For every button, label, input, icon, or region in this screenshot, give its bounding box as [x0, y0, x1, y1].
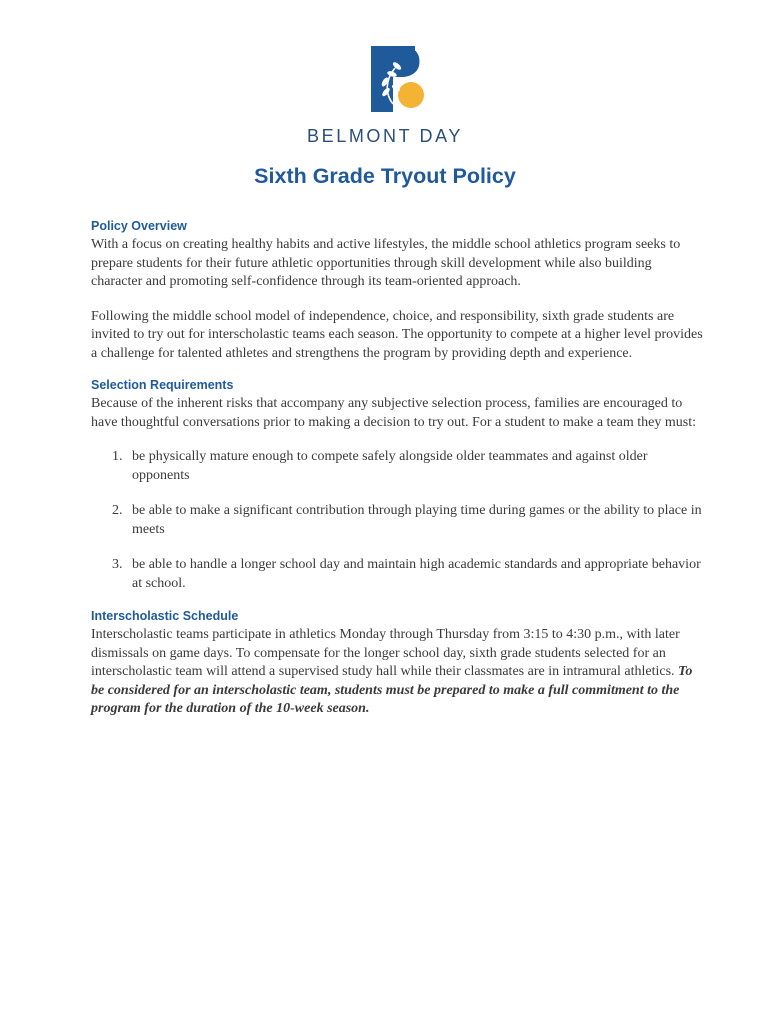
schedule-paragraph [91, 626, 703, 719]
schedule-text: Interscholastic teams participate in athletics Monday through Thursday from 3:15 to 4:30 p.m., with later dismissals on game days. To compensate for the longer school day, sixth grade students selected for an interscholastic team will attend a supervised study hall while their classmates are in intramural athletics. [91, 627, 680, 679]
section-heading-selection-requirements: Selection Requirements [91, 378, 234, 392]
selection-intro: Because of the inherent risks that accompany any subjective selection process, families are encouraged to have thoughtful conversations prior to making a decision to try out. For a student to make a team they must: [91, 396, 696, 430]
page-title: Sixth Grade Tryout Policy [254, 164, 516, 188]
school-wordmark: BELMONT DAY [307, 126, 463, 146]
list-number: 3. [112, 557, 123, 572]
section-heading-interscholastic-schedule: Interscholastic Schedule [91, 609, 239, 623]
list-item [91, 448, 703, 485]
overview-paragraph-1: With a focus on creating healthy habits and active lifestyles, the middle school athletics program seeks to prepare students for their future athletic opportunities through skill development while also building character and promoting self-confidence through its team-oriented approach. [91, 237, 681, 289]
overview-paragraph-2: Following the middle school model of independence, choice, and responsibility, sixth grade students are invited to try out for interscholastic teams each season. The opportunity to compete at a higher level provides a challenge for talented athletes and strengthens the program by providing depth and experience. [91, 308, 703, 361]
list-item-text: be physically mature enough to compete safely alongside older teammates and against older opponents [132, 449, 648, 483]
schedule-emphasis: To be considered for an interscholastic team, students must be prepared to make a full commitment to the program for the duration of the 10-week season. [91, 664, 693, 716]
list-number: 1. [112, 449, 123, 464]
list-item-text: be able to make a significant contribution through playing time during games or the ability to place in meets [132, 503, 702, 537]
list-item [91, 502, 703, 539]
document-body [91, 219, 703, 719]
belmont-day-b-logo-icon [371, 46, 425, 112]
list-number: 2. [112, 503, 123, 518]
requirements-list [91, 448, 703, 593]
list-item [91, 556, 703, 593]
list-item-text: be able to handle a longer school day and maintain high academic standards and appropriate behavior at school. [132, 557, 701, 591]
section-heading-policy-overview: Policy Overview [91, 219, 187, 233]
